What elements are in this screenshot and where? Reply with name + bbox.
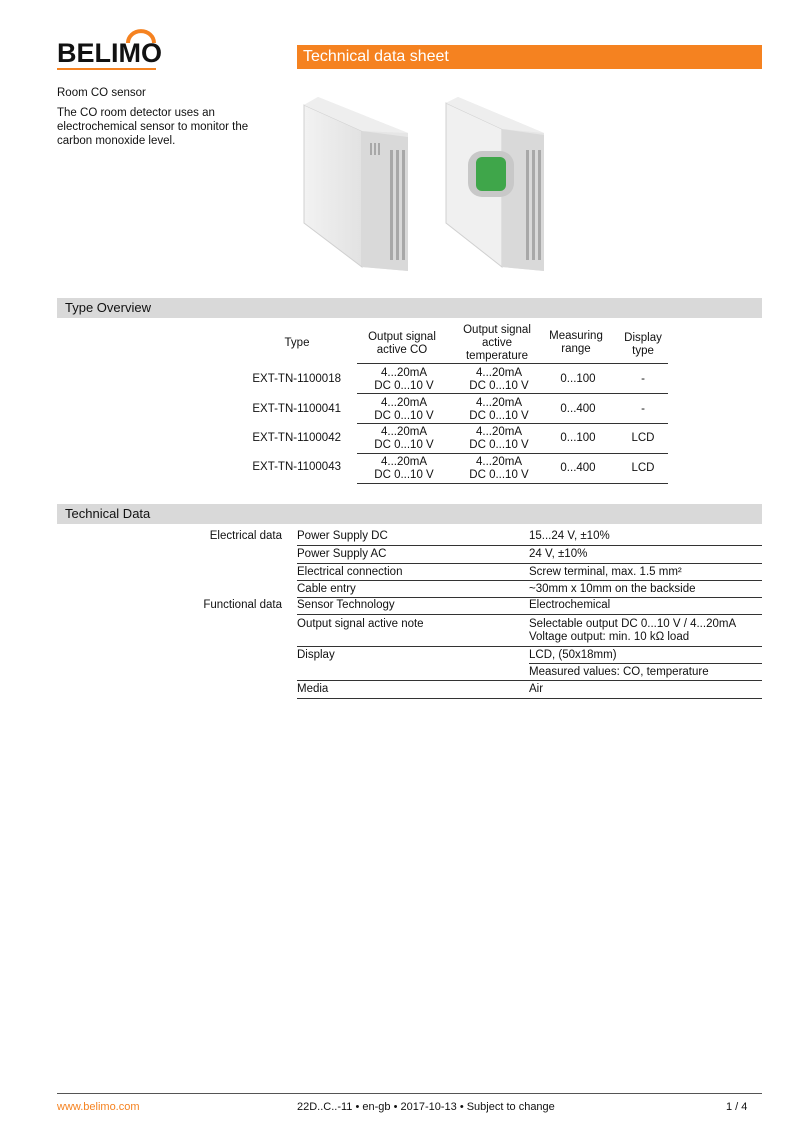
product-subtitle: Room CO sensor bbox=[57, 87, 146, 99]
row-display: - bbox=[641, 403, 645, 415]
spec-rule bbox=[297, 646, 762, 647]
spec-label: Power Supply AC bbox=[297, 548, 387, 560]
row-type: EXT-TN-1100043 bbox=[252, 461, 341, 473]
spec-value: LCD, (50x18mm) bbox=[529, 649, 617, 661]
spec-value: Selectable output DC 0...10 V / 4...20mA bbox=[529, 618, 737, 630]
spec-value-line2: Measured values: CO, temperature bbox=[529, 666, 709, 678]
col-header-output-temp: Output signal active temperature bbox=[463, 324, 531, 362]
row-co-line2: DC 0...10 V bbox=[374, 380, 434, 392]
spec-value: Air bbox=[529, 683, 544, 695]
spec-rule bbox=[297, 680, 762, 681]
spec-value: 15...24 V, ±10% bbox=[529, 530, 610, 542]
spec-value: ~30mm x 10mm on the backside bbox=[529, 583, 696, 595]
row-temp-line1: 4...20mA bbox=[475, 426, 523, 438]
row-temp-line1: 4...20mA bbox=[475, 367, 523, 379]
spec-value-line2: Voltage output: min. 10 kΩ load bbox=[529, 631, 690, 643]
row-display: LCD bbox=[631, 462, 655, 474]
row-rule bbox=[357, 483, 668, 484]
spec-label: Media bbox=[297, 683, 329, 695]
product-image-plain bbox=[300, 95, 412, 275]
row-co-line2: DC 0...10 V bbox=[374, 469, 434, 481]
row-display: LCD bbox=[631, 432, 655, 444]
spec-label: Output signal active note bbox=[297, 618, 424, 630]
section-technical-data: Technical Data bbox=[57, 504, 762, 524]
spec-rule-partial bbox=[529, 663, 762, 664]
row-co-line2: DC 0...10 V bbox=[374, 439, 434, 451]
row-co-line1: 4...20mA bbox=[380, 397, 428, 409]
spec-rule bbox=[297, 580, 762, 581]
group-functional-data: Functional data bbox=[203, 599, 282, 611]
spec-label: Cable entry bbox=[297, 583, 356, 595]
footer-page-number: 1 / 4 bbox=[726, 1101, 748, 1113]
spec-value: Electrochemical bbox=[529, 599, 611, 611]
row-temp-line1: 4...20mA bbox=[475, 456, 523, 468]
row-display: - bbox=[641, 373, 645, 385]
col-header-display-type: Display type bbox=[624, 332, 662, 357]
row-rule bbox=[357, 393, 668, 394]
spec-rule bbox=[297, 614, 762, 615]
row-temp-line1: 4...20mA bbox=[475, 397, 523, 409]
document-title: Technical data sheet bbox=[297, 45, 762, 69]
row-type: EXT-TN-1100018 bbox=[252, 373, 341, 385]
col-header-output-co: Output signal active CO bbox=[368, 331, 436, 356]
footer-website-link[interactable]: www.belimo.com bbox=[57, 1101, 140, 1113]
spec-rule bbox=[297, 597, 762, 598]
row-co-line1: 4...20mA bbox=[380, 367, 428, 379]
product-image-lcd bbox=[444, 95, 548, 275]
spec-label: Power Supply DC bbox=[297, 530, 388, 542]
logo-arc-icon bbox=[124, 29, 158, 45]
footer-doc-info: 22D..C..-11 • en-gb • 2017-10-13 • Subject to change bbox=[297, 1101, 555, 1113]
logo-underline bbox=[57, 68, 156, 70]
spec-rule bbox=[297, 545, 762, 546]
row-temp-line2: DC 0...10 V bbox=[469, 410, 529, 422]
row-co-line1: 4...20mA bbox=[380, 426, 428, 438]
col-header-type: Type bbox=[284, 337, 310, 349]
row-rule bbox=[357, 453, 668, 454]
product-description: The CO room detector uses an electrochemical sensor to monitor the carbon monoxide level. bbox=[57, 107, 249, 147]
spec-label: Sensor Technology bbox=[297, 599, 395, 611]
row-temp-line2: DC 0...10 V bbox=[469, 439, 529, 451]
row-range: 0...100 bbox=[560, 432, 596, 444]
spec-rule bbox=[297, 563, 762, 564]
row-co-line2: DC 0...10 V bbox=[374, 410, 434, 422]
section-type-overview: Type Overview bbox=[57, 298, 762, 318]
row-type: EXT-TN-1100042 bbox=[252, 432, 341, 444]
header-rule bbox=[357, 363, 668, 364]
row-range: 0...400 bbox=[560, 403, 596, 415]
col-header-measuring-range: Measuring range bbox=[549, 330, 603, 355]
footer-rule bbox=[57, 1093, 762, 1094]
spec-label: Display bbox=[297, 649, 335, 661]
row-co-line1: 4...20mA bbox=[380, 456, 428, 468]
spec-value: 24 V, ±10% bbox=[529, 548, 588, 560]
row-range: 0...400 bbox=[560, 462, 596, 474]
logo-text: BELIMO bbox=[57, 38, 162, 68]
row-range: 0...100 bbox=[560, 373, 596, 385]
row-rule bbox=[357, 423, 668, 424]
row-temp-line2: DC 0...10 V bbox=[469, 469, 529, 481]
row-type: EXT-TN-1100041 bbox=[252, 403, 341, 415]
spec-value: Screw terminal, max. 1.5 mm² bbox=[529, 566, 682, 578]
spec-rule bbox=[297, 698, 762, 699]
spec-label: Electrical connection bbox=[297, 566, 403, 578]
row-temp-line2: DC 0...10 V bbox=[469, 380, 529, 392]
group-electrical-data: Electrical data bbox=[209, 530, 282, 542]
